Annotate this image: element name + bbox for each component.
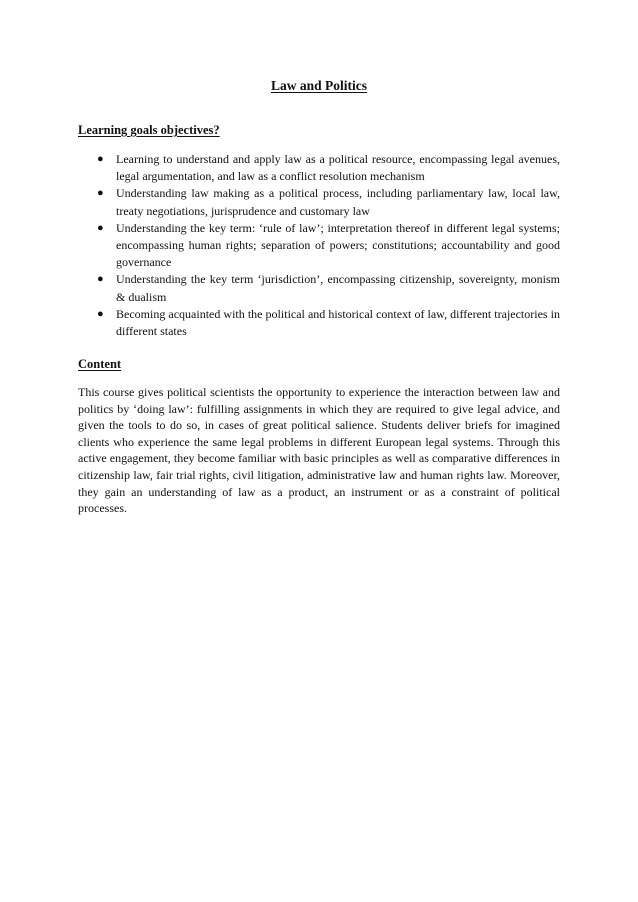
goals-list: [78, 151, 560, 340]
bullet-icon: ●: [97, 307, 104, 320]
goal-text: Understanding the key term: ‘rule of law’; interpretation thereof in different legal systems; encompassing human rights; separation of powers; constitutions; accountability and good governance: [116, 220, 560, 270]
goal-item: [78, 271, 560, 305]
bullet-icon: ●: [97, 153, 104, 165]
goal-item: [78, 185, 560, 219]
content-paragraph: This course gives political scientists the opportunity to experience the interaction between law and politics by ‘doing law’: fulfilling assignments in which they are required to give legal advice, and given the tools to do so, in cases of great political salience. Students deliver briefs for imagined clients who experience the same legal problems in different European legal systems. Through this active engagement, they become familiar with basic principles as well as comparative differences in citizenship law, fair trial rights, civil litigation, administrative law and human rights law. Moreover, they gain an understanding of law as a product, an instrument or as a constraint of political processes.: [78, 385, 560, 516]
goal-item: [78, 151, 560, 185]
bullet-icon: ●: [97, 187, 104, 200]
goals-heading: Learning goals objectives?: [78, 123, 220, 137]
content-heading: Content: [78, 357, 122, 371]
goal-text: Becoming acquainted with the political and historical context of law, different trajectories in different states: [116, 306, 560, 339]
goal-text: Understanding the key term ‘jurisdiction’, encompassing citizenship, sovereignty, monism & dualism: [116, 272, 560, 304]
goal-text: Understanding law making as a political process, including parliamentary law, local law, treaty negotiations, jurisprudence and customary law: [116, 186, 560, 218]
goal-item: [78, 306, 560, 340]
goal-text: Learning to understand and apply law as a political resource, encompassing legal avenues, legal argumentation, and law as a conflict resolution mechanism: [116, 152, 560, 184]
goal-item: [78, 220, 560, 272]
bullet-icon: ●: [97, 273, 104, 286]
bullet-icon: ●: [97, 221, 104, 234]
page-title: Law and Politics: [270, 78, 367, 93]
